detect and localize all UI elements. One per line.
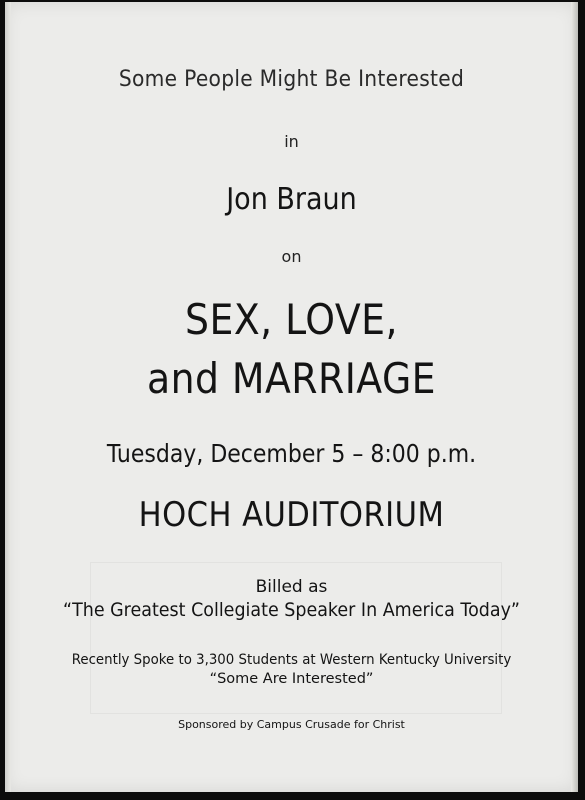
sponsor-line: Sponsored by Campus Crusade for Christ (178, 718, 405, 731)
billed-as-label: Billed as (255, 577, 328, 597)
speaker-name: Jon Braun (226, 182, 357, 217)
recent-talk-quote: “Some Are Interested” (209, 671, 374, 687)
on-word: on (281, 247, 302, 266)
event-venue: HOCH AUDITORIUM (138, 495, 445, 535)
in-word: in (284, 132, 299, 151)
poster-page (5, 2, 578, 792)
event-datetime: Tuesday, December 5 – 8:00 p.m. (106, 439, 477, 468)
talk-title-line-1: SEX, LOVE, (185, 295, 398, 344)
recent-talk-text: Recently Spoke to 3,300 Students at Western Kentucky University (71, 652, 512, 668)
talk-title-line-2: and MARRIAGE (146, 354, 437, 403)
billed-quote: “The Greatest Collegiate Speaker In America Today” (63, 599, 520, 621)
headline: Some People Might Be Interested (118, 67, 465, 92)
